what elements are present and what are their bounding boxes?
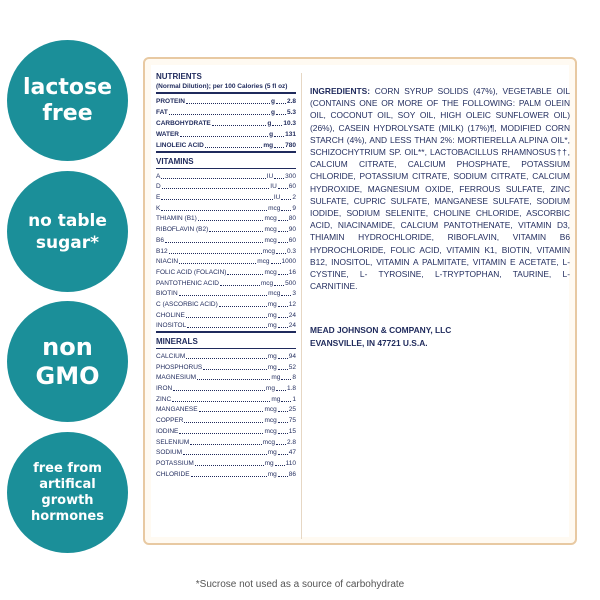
nutrient-name: B6: [156, 236, 164, 244]
nutrient-value: 5.3: [286, 109, 296, 116]
dot-leader: [179, 295, 267, 296]
nutrient-name: SODIUM: [156, 449, 182, 457]
minerals-row: [156, 425, 296, 436]
dot-leader: [220, 285, 260, 286]
nutrient-name: CHLORIDE: [156, 470, 190, 478]
nutrient-name: C (ASCORBIC ACID): [156, 300, 218, 308]
dot-leader: [162, 188, 270, 189]
dot-leader: [274, 285, 284, 286]
dot-leader: [203, 369, 267, 370]
nutrient-value: 94: [288, 353, 296, 360]
nutrient-value: 110: [285, 459, 296, 467]
nutrient-unit: mg: [271, 395, 281, 403]
lactose-free-badge: [7, 40, 128, 161]
divider-line: [156, 168, 296, 169]
nutrient-name: A: [156, 172, 161, 180]
dot-leader: [276, 114, 286, 115]
nutrient-value: 60: [288, 236, 296, 244]
vitamins-row: [156, 256, 296, 267]
vitamins-row: [156, 170, 296, 181]
vitamins-row: [156, 288, 296, 299]
badge-line: non: [42, 332, 93, 361]
nutrient-unit: mcg: [264, 236, 277, 244]
minerals-row: [156, 468, 296, 479]
dot-leader: [198, 220, 264, 221]
dot-leader: [195, 465, 264, 466]
dot-leader: [281, 379, 291, 380]
nutrient-unit: mg: [263, 142, 274, 149]
nutrient-value: 10.3: [283, 120, 296, 127]
nutrient-unit: g: [270, 109, 275, 116]
nutrient-name: E: [156, 194, 161, 202]
nutrient-name: K: [156, 204, 161, 212]
nutrient-value: 80: [288, 215, 296, 223]
nutrient-value: 15: [288, 427, 296, 435]
vitamins-row: [156, 320, 296, 331]
nutrient-unit: mg: [264, 459, 274, 467]
nutrient-unit: mg: [267, 300, 277, 308]
nutrients-row: [156, 128, 296, 139]
nutrients-row: [156, 95, 296, 106]
dot-leader: [161, 178, 265, 179]
nutrient-value: 0.3: [286, 247, 296, 255]
dot-leader: [179, 263, 256, 264]
vitamins-row: [156, 309, 296, 320]
footnote: *Sucrose not used as a source of carbohydrate: [195, 579, 405, 590]
dot-leader: [227, 274, 263, 275]
dot-leader: [278, 422, 288, 423]
nutrient-unit: g: [267, 120, 272, 127]
nutrient-unit: mcg: [264, 215, 277, 223]
nutrient-name: MAGNESIUM: [156, 374, 197, 382]
dot-leader: [187, 327, 267, 328]
vitamins-title: VITAMINS: [156, 157, 194, 166]
minerals-row: [156, 447, 296, 458]
nutrient-value: 1: [292, 395, 296, 403]
nutrient-value: 3: [292, 290, 296, 298]
dot-leader: [278, 358, 288, 359]
dot-leader: [275, 465, 285, 466]
dot-leader: [278, 327, 288, 328]
nutrient-unit: mcg: [268, 204, 281, 212]
nutrient-name: CHOLINE: [156, 311, 185, 319]
nutrient-unit: mcg: [264, 406, 277, 414]
nutrients-table: [156, 95, 296, 150]
badge-line: growth: [41, 492, 94, 508]
vitamins-row: [156, 245, 296, 256]
vitamins-row: [156, 298, 296, 309]
nutrient-unit: mcg: [264, 268, 277, 276]
dot-leader: [173, 390, 265, 391]
nutrient-value: 24: [288, 322, 296, 330]
minerals-title: MINERALS: [156, 337, 198, 347]
nutrient-name: POTASSIUM: [156, 459, 194, 467]
nutrient-unit: mg: [271, 374, 281, 382]
manufacturer-block: [310, 324, 570, 350]
nutrient-unit: mcg: [264, 226, 277, 234]
nutrient-unit: mg: [267, 311, 277, 319]
nutrient-unit: g: [270, 98, 275, 105]
dot-leader: [278, 274, 288, 275]
dot-leader: [169, 114, 270, 115]
nutrient-value: 2.8: [286, 98, 296, 105]
nutrient-value: 1000: [281, 258, 296, 266]
nutrient-value: 25: [288, 406, 296, 414]
nutrient-name: IRON: [156, 385, 173, 393]
nutrient-unit: mg: [267, 353, 277, 360]
nutrient-value: 131: [285, 131, 296, 138]
vitamins-row: [156, 223, 296, 234]
dot-leader: [205, 147, 263, 148]
nutrient-name: SELENIUM: [156, 438, 190, 446]
vitamins-row: [156, 277, 296, 288]
dot-leader: [276, 390, 286, 391]
nutrients-subtitle: (Normal Dilution); per 100 Calories (5 fl oz): [156, 83, 288, 90]
dot-leader: [271, 263, 281, 264]
nutrient-name: WATER: [156, 131, 179, 138]
nutrient-name: COPPER: [156, 417, 184, 425]
badge-line: artifical: [39, 476, 96, 492]
vitamins-row: [156, 213, 296, 224]
nutrient-name: RIBOFLAVIN (B2): [156, 226, 209, 234]
minerals-row: [156, 350, 296, 361]
nutrient-name: PHOSPHORUS: [156, 363, 203, 371]
nutrient-name: D: [156, 183, 161, 191]
dot-leader: [281, 199, 291, 200]
nutrient-name: FOLIC ACID (FOLACIN): [156, 268, 227, 276]
dot-leader: [186, 317, 267, 318]
nutrition-facts-column: [156, 72, 296, 479]
nutrient-unit: IU: [270, 183, 277, 191]
nutrient-value: 8: [292, 374, 296, 382]
badge-line: GMO: [35, 361, 100, 390]
badge-line: hormones: [31, 508, 104, 524]
manufacturer-address: EVANSVILLE, IN 47721 U.S.A.: [310, 338, 428, 348]
vitamins-row: [156, 181, 296, 192]
dot-leader: [199, 411, 264, 412]
badge-line: free from: [33, 460, 102, 476]
column-divider: [301, 73, 302, 539]
vitamins-row: [156, 191, 296, 202]
dot-leader: [278, 454, 288, 455]
dot-leader: [278, 476, 288, 477]
divider-line: [156, 151, 296, 153]
dot-leader: [191, 476, 267, 477]
nutrients-row: [156, 106, 296, 117]
dot-leader: [274, 147, 284, 148]
minerals-table: [156, 350, 296, 478]
dot-leader: [276, 444, 286, 445]
nutrients-title: NUTRIENTS: [156, 72, 202, 81]
divider-line: [156, 331, 296, 333]
nutrient-value: 500: [285, 279, 296, 287]
nutrient-value: 47: [288, 449, 296, 457]
nutrient-unit: mcg: [260, 279, 274, 287]
minerals-row: [156, 404, 296, 415]
dot-leader: [272, 125, 282, 126]
nutrient-unit: mcg: [257, 258, 270, 266]
dot-leader: [274, 136, 284, 137]
dot-leader: [169, 253, 262, 254]
nutrients-row: [156, 117, 296, 128]
nutrition-panel: [143, 57, 577, 545]
dot-leader: [278, 317, 288, 318]
dot-leader: [186, 358, 266, 359]
nutrient-value: 780: [285, 142, 296, 149]
vitamins-row: [156, 234, 296, 245]
ingredients-text: CORN SYRUP SOLIDS (47%), VEGETABLE OIL (CONTAINS ONE OR MORE OF THE FOLLOWING: PALM OLEIN OIL, COCONUT OIL, SOY OIL, HIGH OLEIC SUNFLOWER OIL) (26%), CASEIN HYDROLYSATE (MILK) (17%)¶, MODIFIED CORN STARCH (4%), AND LESS THAN 2%: MORTIERELLA ALPINA OIL*, SCHIZOCHYTRIUM SP. OIL**, LACTOBACILLUS RHAMNOSUS††, CALCIUM CITRATE, CALCIUM PHOSPHATE, POTASSIUM CHLORIDE, POTASSIUM CITRATE, SODIUM CITRATE, CALCIUM HYDROXIDE, MAGNESIUM OXIDE, FERROUS SULFATE, ZINC SULFATE, CUPRIC SULFATE, MANGANESE SULFATE, SODIUM IODIDE, SODIUM SELENITE, CHOLINE CHLORIDE, ASCORBIC ACID, NIACINAMIDE, CALCIUM PANTOTHENATE, VITAMIN D3, THIAMIN HYDROCHLORIDE, RIBOFLAVIN, VITAMIN B6 HYDROCHLORIDE, FOLIC ACID, VITAMIN K1, BIOTIN, VITAMIN B12, INOSITOL, VITAMIN A PALMITATE, VITAMIN E ACETATE, L-CYSTINE, L- TYROSINE, L-TRYPTOPHAN, TAURINE, L-CARNITINE.: [310, 86, 570, 292]
minerals-row: [156, 382, 296, 393]
dot-leader: [278, 306, 288, 307]
nutrient-name: IODINE: [156, 427, 179, 435]
dot-leader: [281, 401, 291, 402]
dot-leader: [184, 422, 263, 423]
nutrient-unit: g: [269, 131, 274, 138]
nutrient-name: LINOLEIC ACID: [156, 142, 204, 149]
minerals-row: [156, 414, 296, 425]
divider-line: [156, 92, 296, 94]
badge-line: free: [42, 100, 93, 126]
nutrient-name: CARBOHYDRATE: [156, 120, 211, 127]
dot-leader: [161, 210, 267, 211]
badge-line: lactose: [22, 74, 113, 100]
nutrient-value: 300: [285, 172, 296, 180]
dot-leader: [278, 220, 288, 221]
nutrient-name: BIOTIN: [156, 290, 178, 298]
nutrient-name: B12: [156, 247, 168, 255]
nutrient-value: 16: [288, 268, 296, 276]
dot-leader: [190, 444, 261, 445]
dot-leader: [278, 411, 288, 412]
dot-leader: [278, 433, 288, 434]
minerals-row: [156, 393, 296, 404]
nutrient-unit: mcg: [262, 438, 275, 446]
nutrient-name: FAT: [156, 109, 168, 116]
nutrient-value: 60: [288, 183, 296, 191]
nutrient-name: INOSITOL: [156, 322, 187, 330]
dot-leader: [165, 242, 264, 243]
non-gmo-badge: [7, 301, 128, 422]
vitamins-row: [156, 266, 296, 277]
nutrient-name: MANGANESE: [156, 406, 198, 414]
dot-leader: [212, 125, 267, 126]
no-hormones-badge: [7, 432, 128, 553]
ingredients-label: INGREDIENTS:: [310, 86, 371, 96]
nutrient-value: 24: [288, 311, 296, 319]
vitamins-row: [156, 202, 296, 213]
nutrient-value: 9: [292, 204, 296, 212]
nutrient-unit: IU: [266, 172, 274, 180]
nutrient-value: 12: [288, 300, 296, 308]
nutrient-unit: mg: [267, 322, 277, 330]
nutrient-value: 75: [288, 417, 296, 425]
nutrient-unit: mcg: [268, 290, 281, 298]
badge-line: no table: [28, 210, 107, 231]
manufacturer-name: MEAD JOHNSON & COMPANY, LLC: [310, 325, 452, 335]
nutrient-name: PANTOTHENIC ACID: [156, 279, 219, 287]
dot-leader: [274, 178, 284, 179]
badge-line: sugar*: [35, 232, 100, 253]
dot-leader: [276, 253, 286, 254]
nutrient-unit: IU: [273, 194, 281, 202]
vitamins-table: [156, 170, 296, 330]
panel-inner: [151, 65, 569, 537]
dot-leader: [172, 401, 270, 402]
dot-leader: [180, 136, 268, 137]
nutrients-row: [156, 139, 296, 150]
nutrient-unit: mg: [267, 363, 277, 371]
nutrient-unit: mcg: [262, 247, 275, 255]
dot-leader: [278, 242, 288, 243]
nutrient-value: 1.8: [286, 385, 296, 393]
minerals-row: [156, 361, 296, 372]
nutrient-unit: mg: [265, 385, 275, 393]
nutrient-value: 2: [292, 194, 296, 202]
divider-line: [156, 348, 296, 349]
nutrient-value: 52: [288, 363, 296, 371]
dot-leader: [278, 188, 288, 189]
nutrient-unit: mg: [267, 449, 277, 457]
nutrient-name: ZINC: [156, 395, 172, 403]
dot-leader: [209, 231, 263, 232]
nutrient-name: PROTEIN: [156, 98, 185, 105]
dot-leader: [161, 199, 273, 200]
dot-leader: [278, 231, 288, 232]
dot-leader: [186, 103, 270, 104]
dot-leader: [219, 306, 267, 307]
dot-leader: [197, 379, 270, 380]
ingredients-block: [310, 85, 570, 292]
nutrient-value: 86: [288, 470, 296, 478]
dot-leader: [276, 103, 286, 104]
nutrient-value: 90: [288, 226, 296, 234]
no-table-sugar-badge: [7, 171, 128, 292]
dot-leader: [281, 295, 291, 296]
nutrient-unit: mcg: [264, 427, 277, 435]
nutrient-unit: mcg: [264, 417, 277, 425]
dot-leader: [183, 454, 267, 455]
nutrient-name: CALCIUM: [156, 353, 186, 360]
nutrient-name: THIAMIN (B1): [156, 215, 197, 223]
nutrient-value: 2.8: [286, 438, 296, 446]
minerals-row: [156, 436, 296, 447]
dot-leader: [179, 433, 263, 434]
minerals-row: [156, 372, 296, 383]
nutrient-unit: mg: [267, 470, 277, 478]
nutrient-name: NIACIN: [156, 258, 179, 266]
minerals-row: [156, 457, 296, 468]
dot-leader: [278, 369, 288, 370]
dot-leader: [281, 210, 291, 211]
